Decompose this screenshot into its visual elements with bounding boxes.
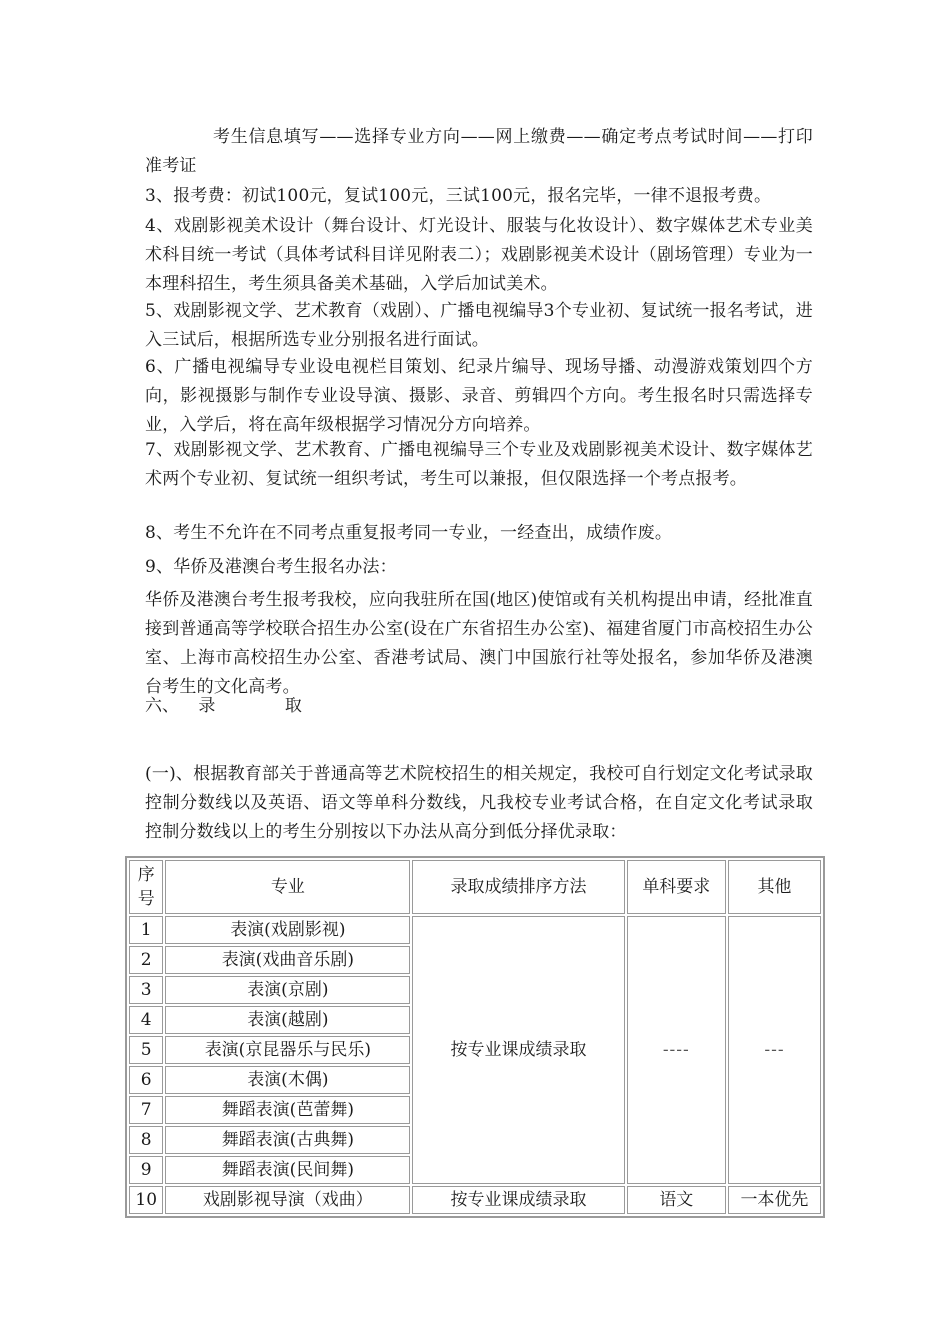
cell-no: 1 bbox=[129, 916, 163, 944]
cell-no: 2 bbox=[129, 946, 163, 974]
cell-no: 8 bbox=[129, 1126, 163, 1154]
cell-method: 按专业课成绩录取 bbox=[412, 1186, 624, 1214]
header-major: 专业 bbox=[165, 860, 410, 914]
paragraph-item-5: 5、戏剧影视文学、艺术教育（戏剧）、广播电视编导3个专业初、复试统一报名考试，进入三试后，根据所选专业分别报名进行面试。 bbox=[145, 301, 813, 350]
admission-table bbox=[125, 856, 825, 1218]
paragraph-overseas-registration: 华侨及港澳台考生报考我校，应向我驻所在国(地区)使馆或有关机构提出申请，经批准直接到普通高等学校联合招生办公室(设在广东省招生办公室)、福建省厦门市高校招生办公室、上海市高校招生办公室、香港考试局、澳门中国旅行社等处报名，参加华侨及港澳台考生的文化高考。 bbox=[145, 590, 813, 697]
paragraph-item-8: 8、考生不允许在不同考点重复报考同一专业，一经查出，成绩作废。 bbox=[145, 523, 673, 543]
section-heading-admission bbox=[145, 692, 302, 721]
cell-no: 3 bbox=[129, 976, 163, 1004]
cell-major: 表演(京剧) bbox=[165, 976, 410, 1004]
paragraph-admission-rules: (一)、根据教育部关于普通高等艺术院校招生的相关规定，我校可自行划定文化考试录取控制分数线以及英语、语文等单科分数线，凡我校专业考试合格，在自定文化考试录取控制分数线以上的考生分别按以下办法从高分到低分择优录取： bbox=[145, 764, 813, 842]
cell-no: 5 bbox=[129, 1036, 163, 1064]
cell-method-merged: 按专业课成绩录取 bbox=[412, 916, 624, 1184]
cell-no: 6 bbox=[129, 1066, 163, 1094]
header-no: 序号 bbox=[129, 860, 163, 914]
cell-major: 舞蹈表演(芭蕾舞) bbox=[165, 1096, 410, 1124]
paragraph-registration-steps: 考生信息填写——选择专业方向——网上缴费——确定考点考试时间——打印准考证 bbox=[145, 127, 813, 176]
cell-no: 10 bbox=[129, 1186, 163, 1214]
cell-major: 舞蹈表演(民间舞) bbox=[165, 1156, 410, 1184]
section-title-char-1: 录 bbox=[198, 696, 216, 716]
cell-major: 表演(越剧) bbox=[165, 1006, 410, 1034]
paragraph-item-9: 9、华侨及港澳台考生报名办法： bbox=[145, 557, 397, 577]
section-number: 六、 bbox=[145, 696, 179, 716]
cell-single-merged: ---- bbox=[627, 916, 726, 1184]
table-row bbox=[129, 916, 821, 944]
header-single-subject: 单科要求 bbox=[627, 860, 726, 914]
cell-no: 9 bbox=[129, 1156, 163, 1184]
paragraph-item-3: 3、报考费：初试100元，复试100元，三试100元，报名完毕，一律不退报考费。 bbox=[145, 186, 772, 206]
cell-other-merged: --- bbox=[728, 916, 821, 1184]
table-header-row bbox=[129, 860, 821, 914]
paragraph-item-6: 6、广播电视编导专业设电视栏目策划、纪录片编导、现场导播、动漫游戏策划四个方向，影视摄影与制作专业设导演、摄影、录音、剪辑四个方向。考生报名时只需选择专业，入学后，将在高年级根据学习情况分方向培养。 bbox=[145, 357, 813, 435]
cell-no: 4 bbox=[129, 1006, 163, 1034]
cell-other: 一本优先 bbox=[728, 1186, 821, 1214]
header-method: 录取成绩排序方法 bbox=[412, 860, 624, 914]
cell-single-subject: 语文 bbox=[627, 1186, 726, 1214]
section-title-char-2: 取 bbox=[284, 696, 302, 716]
cell-major: 表演(木偶) bbox=[165, 1066, 410, 1094]
cell-major: 舞蹈表演(古典舞) bbox=[165, 1126, 410, 1154]
cell-major: 表演(京昆器乐与民乐) bbox=[165, 1036, 410, 1064]
cell-no: 7 bbox=[129, 1096, 163, 1124]
header-other: 其他 bbox=[728, 860, 821, 914]
cell-major: 戏剧影视导演（戏曲） bbox=[165, 1186, 410, 1214]
cell-major: 表演(戏剧影视) bbox=[165, 916, 410, 944]
table-row bbox=[129, 1186, 821, 1214]
cell-major: 表演(戏曲音乐剧) bbox=[165, 946, 410, 974]
paragraph-item-7: 7、戏剧影视文学、艺术教育、广播电视编导三个专业及戏剧影视美术设计、数字媒体艺术两个专业初、复试统一组织考试，考生可以兼报，但仅限选择一个考点报考。 bbox=[145, 440, 813, 489]
paragraph-item-4: 4、戏剧影视美术设计（舞台设计、灯光设计、服装与化妆设计）、数字媒体艺术专业美术科目统一考试（具体考试科目详见附表二）；戏剧影视美术设计（剧场管理）专业为一本理科招生，考生须具备美术基础，入学后加试美术。 bbox=[145, 216, 813, 294]
